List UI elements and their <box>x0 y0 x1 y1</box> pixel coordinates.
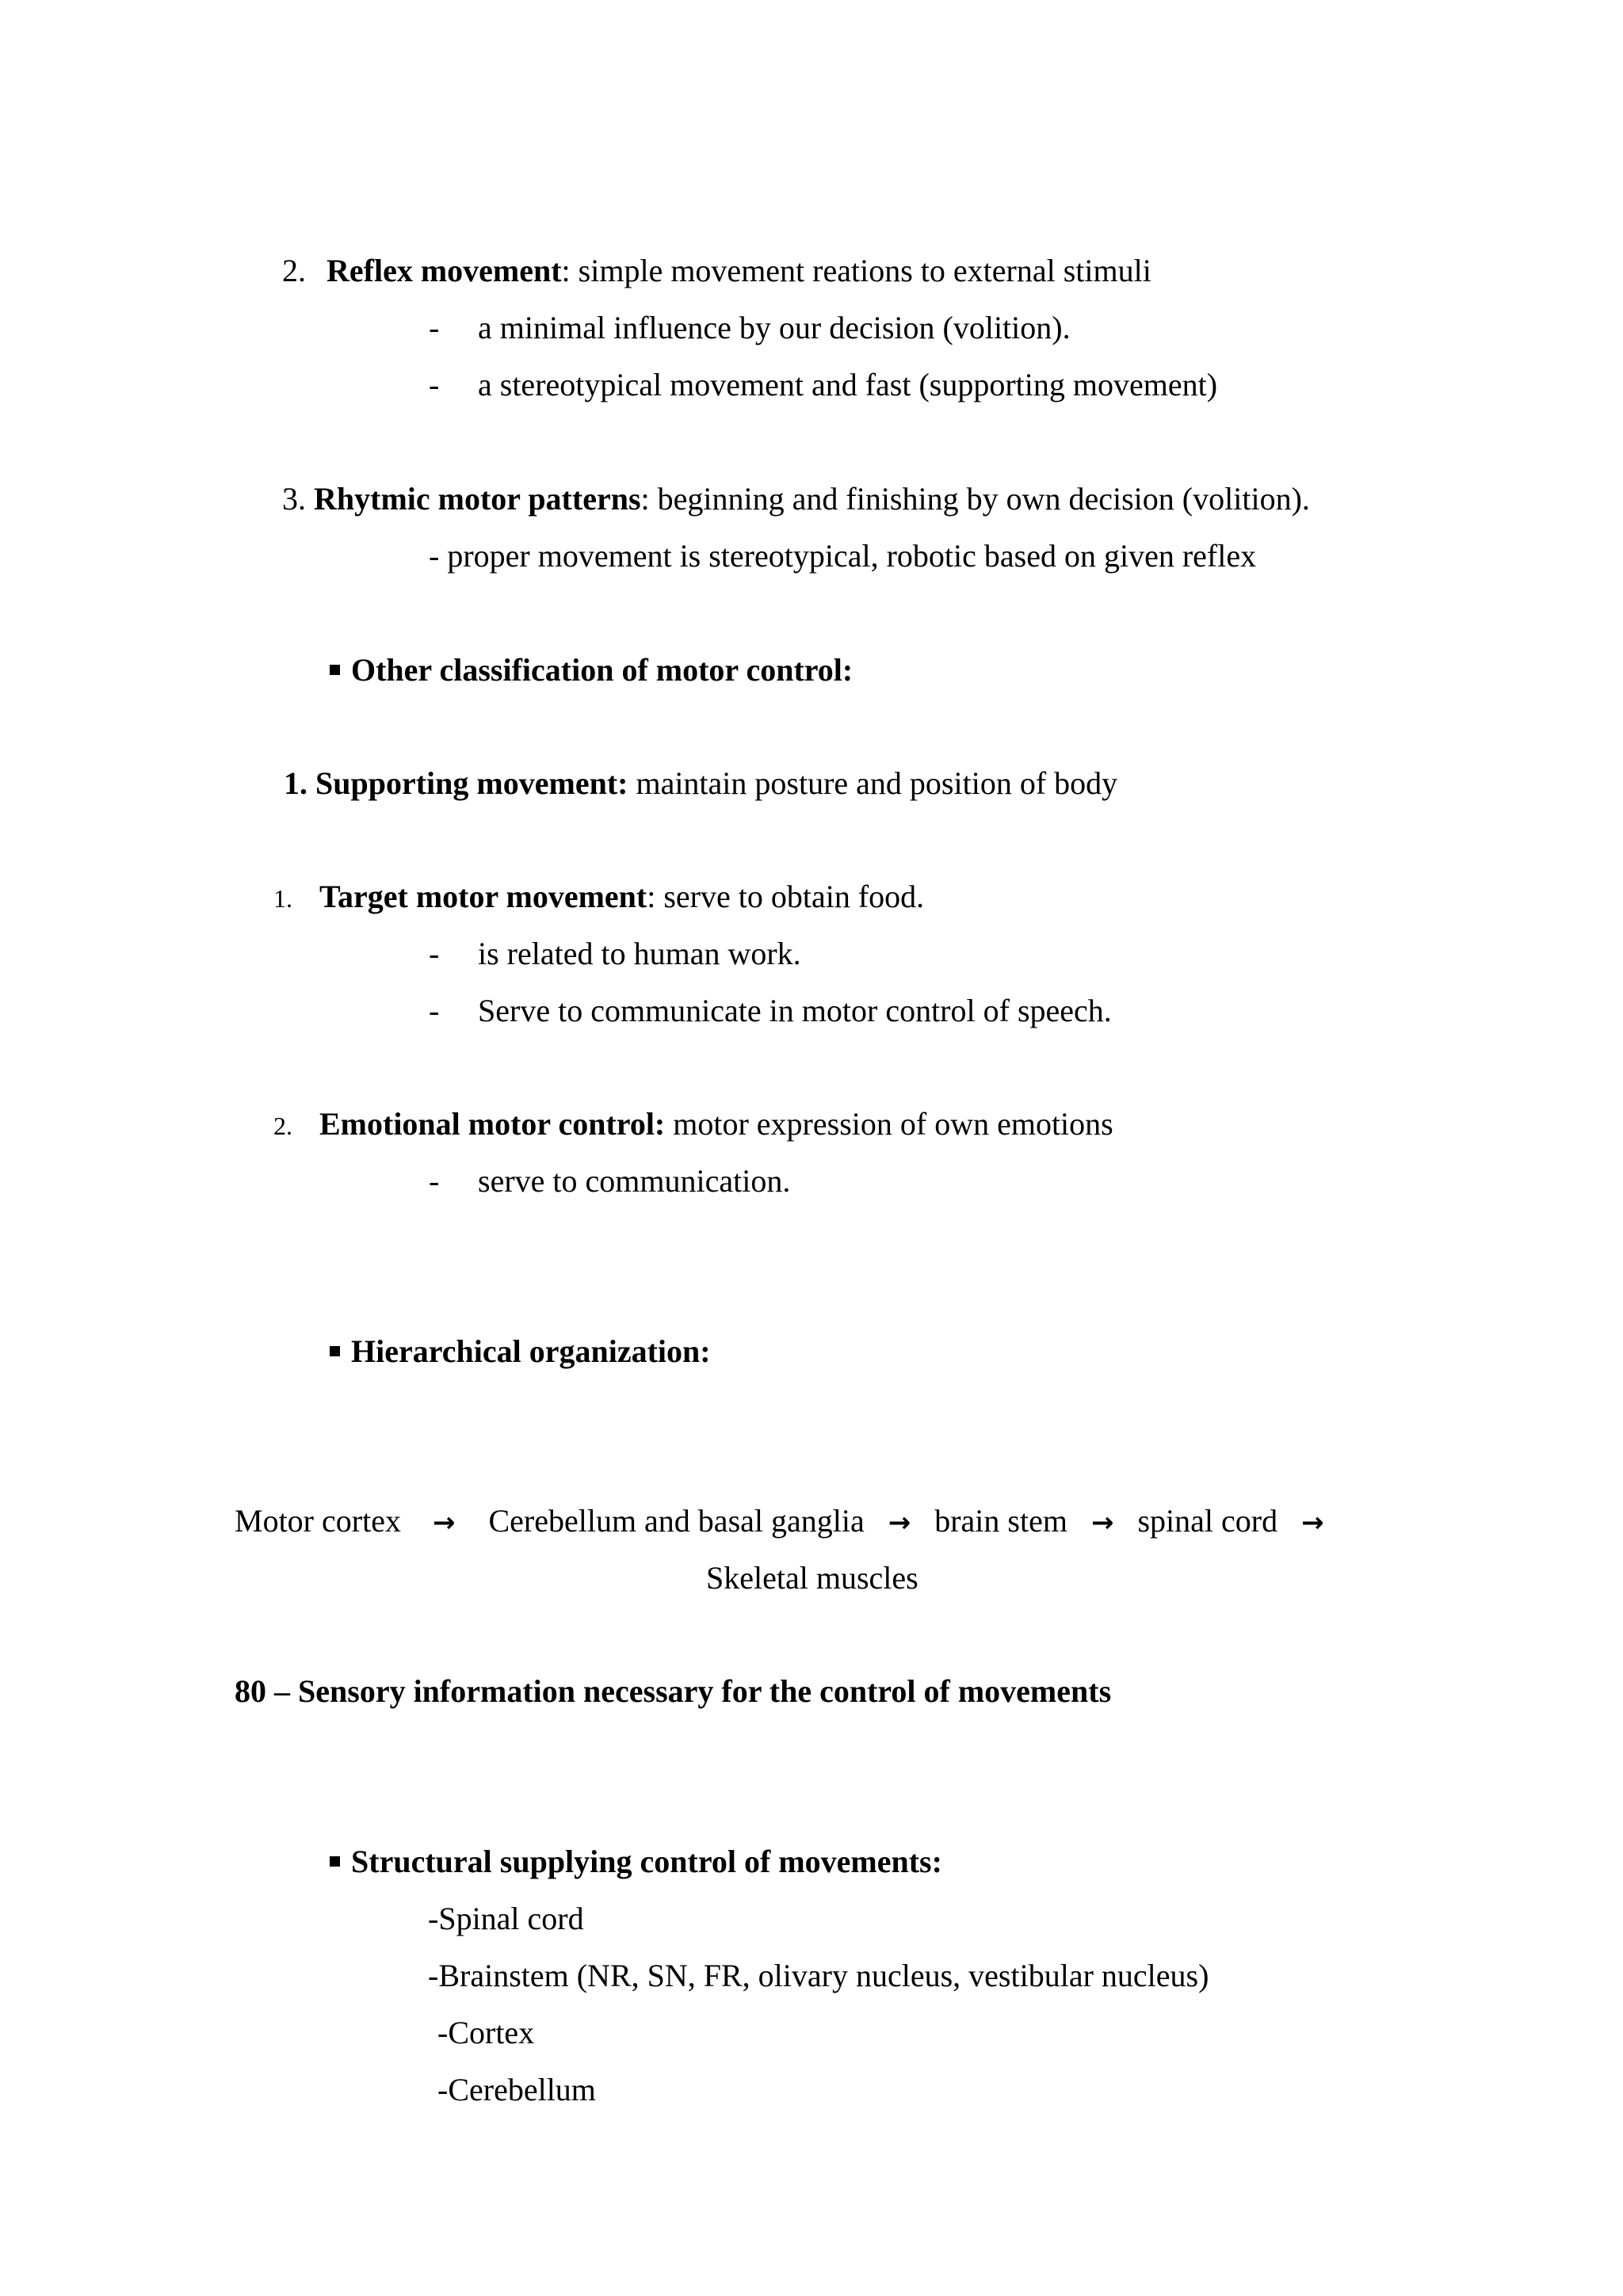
dash-bullet: - <box>429 1163 440 1199</box>
bullet-text: Serve to communicate in motor control of speech. <box>478 993 1112 1028</box>
item-number: 2. <box>282 253 306 288</box>
item-text: maintain posture and position of body <box>628 765 1118 801</box>
hierarchy-last: Skeletal muscles <box>706 1560 918 1596</box>
dash-bullet: - <box>429 993 440 1028</box>
supporting-movement-line <box>284 765 1117 803</box>
structure-item: -Spinal cord <box>428 1901 584 1936</box>
structure-item: -Cortex <box>437 2015 535 2050</box>
item-title: Rhytmic motor patterns <box>314 481 641 517</box>
item-number: 3. <box>282 481 306 517</box>
target-motor-line <box>273 878 924 917</box>
bullet-line <box>429 366 1217 404</box>
item-text: motor expression of own emotions <box>665 1106 1113 1142</box>
bullet-line <box>429 309 1071 347</box>
dash-bullet: - <box>429 310 440 345</box>
bullet-text: serve to communication. <box>478 1163 791 1199</box>
item-title: Reflex movement <box>327 253 562 288</box>
item-title: 1. Supporting movement: <box>284 765 628 801</box>
emotional-motor-line <box>273 1105 1113 1145</box>
right-arrow-icon: → <box>432 1507 456 1539</box>
bullet-text: a minimal influence by our decision (volition). <box>478 310 1071 345</box>
dash-bullet: - <box>429 367 440 402</box>
bullet-line <box>429 935 801 973</box>
rhytmic-motor-line <box>282 480 1310 518</box>
item-text: : simple movement reations to external stimuli <box>561 253 1151 288</box>
chain-item: Motor cortex <box>235 1503 401 1539</box>
chain-item: spinal cord <box>1137 1503 1278 1539</box>
right-arrow-icon: → <box>888 1507 911 1539</box>
square-bullet-icon <box>330 1346 340 1356</box>
heading-text: Hierarchical organization: <box>351 1333 711 1369</box>
bullet-text: a stereotypical movement and fast (supporting movement) <box>478 367 1218 402</box>
chain-item: Cerebellum and basal ganglia <box>488 1503 865 1539</box>
item-number: 1. <box>273 884 292 913</box>
right-arrow-icon: → <box>1301 1507 1324 1539</box>
hierarchy-chain <box>235 1502 1324 1542</box>
structure-item: -Brainstem (NR, SN, FR, olivary nucleus, vestibular nucleus) <box>428 1958 1209 1993</box>
square-bullet-icon <box>330 665 340 675</box>
sub-line: - proper movement is stereotypical, robotic based on given reflex <box>429 538 1257 574</box>
item-title: Emotional motor control: <box>319 1106 666 1142</box>
right-arrow-icon: → <box>1090 1507 1114 1539</box>
bullet-line <box>429 992 1112 1030</box>
other-classification-heading <box>330 651 853 689</box>
item-text: : serve to obtain food. <box>647 879 925 914</box>
structure-item: -Cerebellum <box>437 2072 596 2107</box>
structural-heading <box>330 1843 942 1881</box>
bullet-line <box>429 1162 790 1200</box>
item-number: 2. <box>273 1112 292 1140</box>
heading-text: Structural supplying control of movements: <box>351 1844 942 1879</box>
dash-bullet: - <box>429 936 440 971</box>
item-text: : beginning and finishing by own decision (volition). <box>640 481 1310 517</box>
reflex-movement-line <box>282 252 1151 290</box>
square-bullet-icon <box>330 1856 340 1867</box>
hierarchical-heading <box>330 1333 711 1371</box>
section-80-title: 80 – Sensory information necessary for the control of movements <box>235 1673 1112 1709</box>
chain-item: brain stem <box>934 1503 1067 1539</box>
item-title: Target motor movement <box>319 879 647 914</box>
bullet-text: is related to human work. <box>478 936 801 971</box>
heading-text: Other classification of motor control: <box>351 652 854 688</box>
